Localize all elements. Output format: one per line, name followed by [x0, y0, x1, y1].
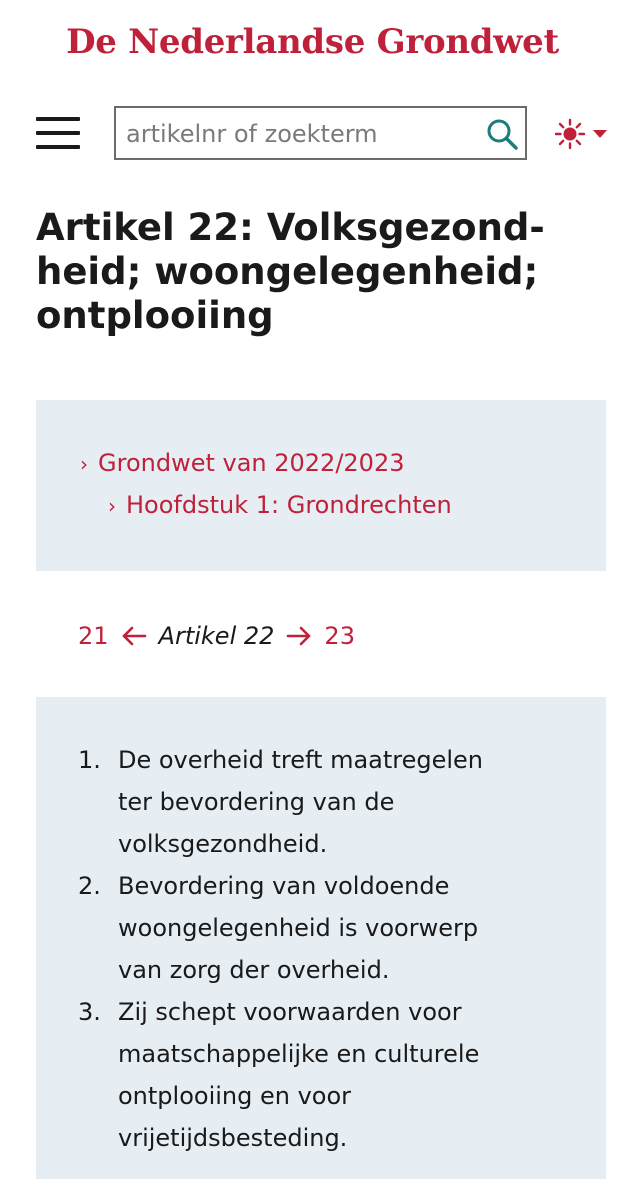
- article-line: Zij schept voorwaarden voor: [118, 998, 462, 1026]
- sun-icon: [556, 120, 584, 148]
- article-item-number: 1.: [78, 746, 101, 774]
- article-line: woongelegenheid is voorwerp: [118, 914, 479, 942]
- previous-article-link[interactable]: 21: [78, 622, 109, 650]
- menu-bar: [36, 131, 80, 135]
- arrow-right-icon[interactable]: [286, 626, 312, 646]
- breadcrumb-label: Grondwet van 2022/2023: [98, 449, 405, 477]
- article-item-text: [118, 991, 566, 1159]
- article-line: ontplooiing en voor: [118, 1082, 352, 1110]
- article-line: ter bevordering van de: [118, 788, 395, 816]
- menu-bar: [36, 117, 80, 121]
- breadcrumb-item-grondwet[interactable]: [80, 449, 405, 477]
- next-article-link[interactable]: 23: [324, 622, 355, 650]
- menu-bar: [36, 145, 80, 149]
- current-article-label: Artikel 22: [158, 622, 275, 650]
- article-content: [36, 697, 606, 1179]
- search-box: [114, 106, 527, 160]
- search-input[interactable]: [126, 116, 476, 152]
- page-title-line: Artikel 22: Volksgezond-: [36, 206, 545, 249]
- arrow-left-icon[interactable]: [121, 626, 147, 646]
- breadcrumb-item-hoofdstuk[interactable]: [108, 491, 452, 519]
- search-icon[interactable]: [485, 117, 519, 151]
- article-navigation: [78, 618, 355, 654]
- chevron-right-icon: ›: [80, 452, 88, 476]
- theme-toggle-button[interactable]: [555, 117, 609, 151]
- page-title-line: heid; woongelegenheid;: [36, 250, 539, 293]
- article-item-number: 2.: [78, 872, 101, 900]
- article-line: Bevordering van voldoende: [118, 872, 450, 900]
- chevron-right-icon: ›: [108, 494, 116, 518]
- article-line: volksgezondheid.: [118, 830, 328, 858]
- hamburger-menu-icon[interactable]: [36, 113, 82, 153]
- article-line: maatschappelijke en culturele: [118, 1040, 480, 1068]
- caret-down-icon: [593, 130, 607, 138]
- breadcrumb: [36, 400, 606, 571]
- article-item: [36, 865, 606, 991]
- article-line: van zorg der overheid.: [118, 956, 390, 984]
- article-item: [36, 991, 606, 1159]
- article-line: De overheid treft maatregelen: [118, 746, 484, 774]
- breadcrumb-label: Hoofdstuk 1: Grondrechten: [126, 491, 452, 519]
- article-item-text: [118, 739, 566, 865]
- site-title[interactable]: De Nederlandse Grondwet: [66, 22, 559, 62]
- page-title-line: ontplooiing: [36, 294, 274, 337]
- article-item: [36, 739, 606, 865]
- page-title: [36, 206, 606, 338]
- article-line: vrijetijdsbesteding.: [118, 1124, 348, 1152]
- article-item-number: 3.: [78, 998, 101, 1026]
- article-list: [36, 739, 606, 1159]
- article-item-text: [118, 865, 566, 991]
